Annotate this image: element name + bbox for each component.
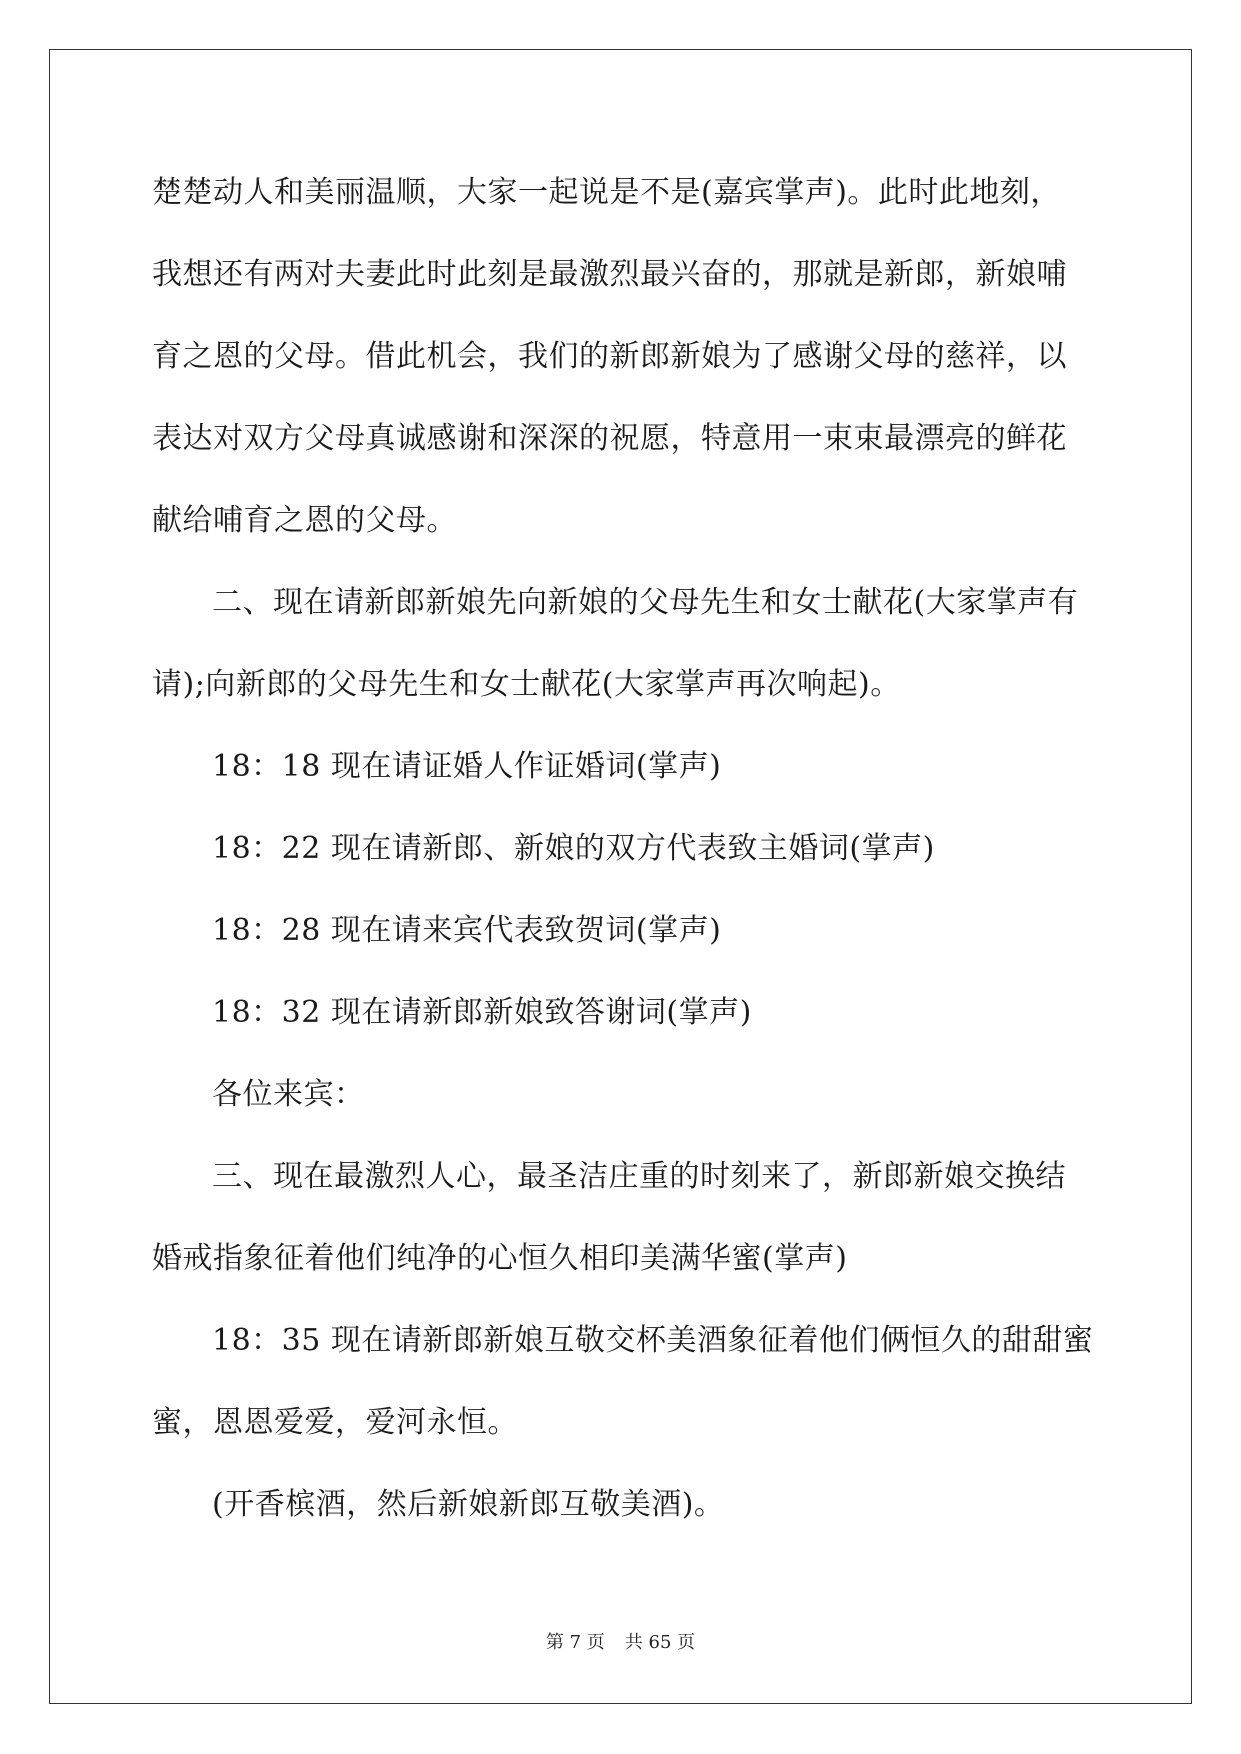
text-line: 蜜，恩恩爱爱，爱河永恒。 <box>152 1405 518 1440</box>
text-line: 18：35 现在请新郎新娘互敬交杯美酒象征着他们俩恒久的甜甜蜜 <box>212 1323 1094 1358</box>
page-total: 共 65 页 <box>624 1632 696 1653</box>
text-line: 我想还有两对夫妻此时此刻是最激烈最兴奋的，那就是新郎，新娘哺 <box>152 257 1067 292</box>
text-line: 各位来宾： <box>212 1077 365 1112</box>
text-line: 18：32 现在请新郎新娘致答谢词(掌声) <box>212 995 752 1030</box>
page-footer <box>0 1628 1241 1654</box>
text-line: 18：22 现在请新郎、新娘的双方代表致主婚词(掌声) <box>212 831 935 866</box>
text-line: 表达对双方父母真诚感谢和深深的祝愿，特意用一束束最漂亮的鲜花 <box>152 421 1067 456</box>
text-line: 献给哺育之恩的父母。 <box>152 503 457 538</box>
text-line: 婚戒指象征着他们纯净的心恒久相印美满华蜜(掌声) <box>152 1241 848 1276</box>
text-line: 育之恩的父母。借此机会，我们的新郎新娘为了感谢父母的慈祥，以 <box>152 339 1067 374</box>
text-line: 二、现在请新郎新娘先向新娘的父母先生和女士献花(大家掌声有 <box>212 585 1079 620</box>
text-line: 楚楚动人和美丽温顺，大家一起说是不是(嘉宾掌声)。此时此地刻， <box>152 175 1061 210</box>
text-line: 18：18 现在请证婚人作证婚词(掌声) <box>212 749 722 784</box>
text-line: 请);向新郎的父母先生和女士献花(大家掌声再次响起)。 <box>152 667 901 702</box>
text-line: (开香槟酒，然后新娘新郎互敬美酒)。 <box>212 1487 725 1522</box>
document-body <box>152 158 1094 1552</box>
page-number: 第 7 页 <box>545 1632 605 1653</box>
text-line: 三、现在最激烈人心，最圣洁庄重的时刻来了，新郎新娘交换结 <box>212 1159 1066 1194</box>
text-line: 18：28 现在请来宾代表致贺词(掌声) <box>212 913 722 948</box>
